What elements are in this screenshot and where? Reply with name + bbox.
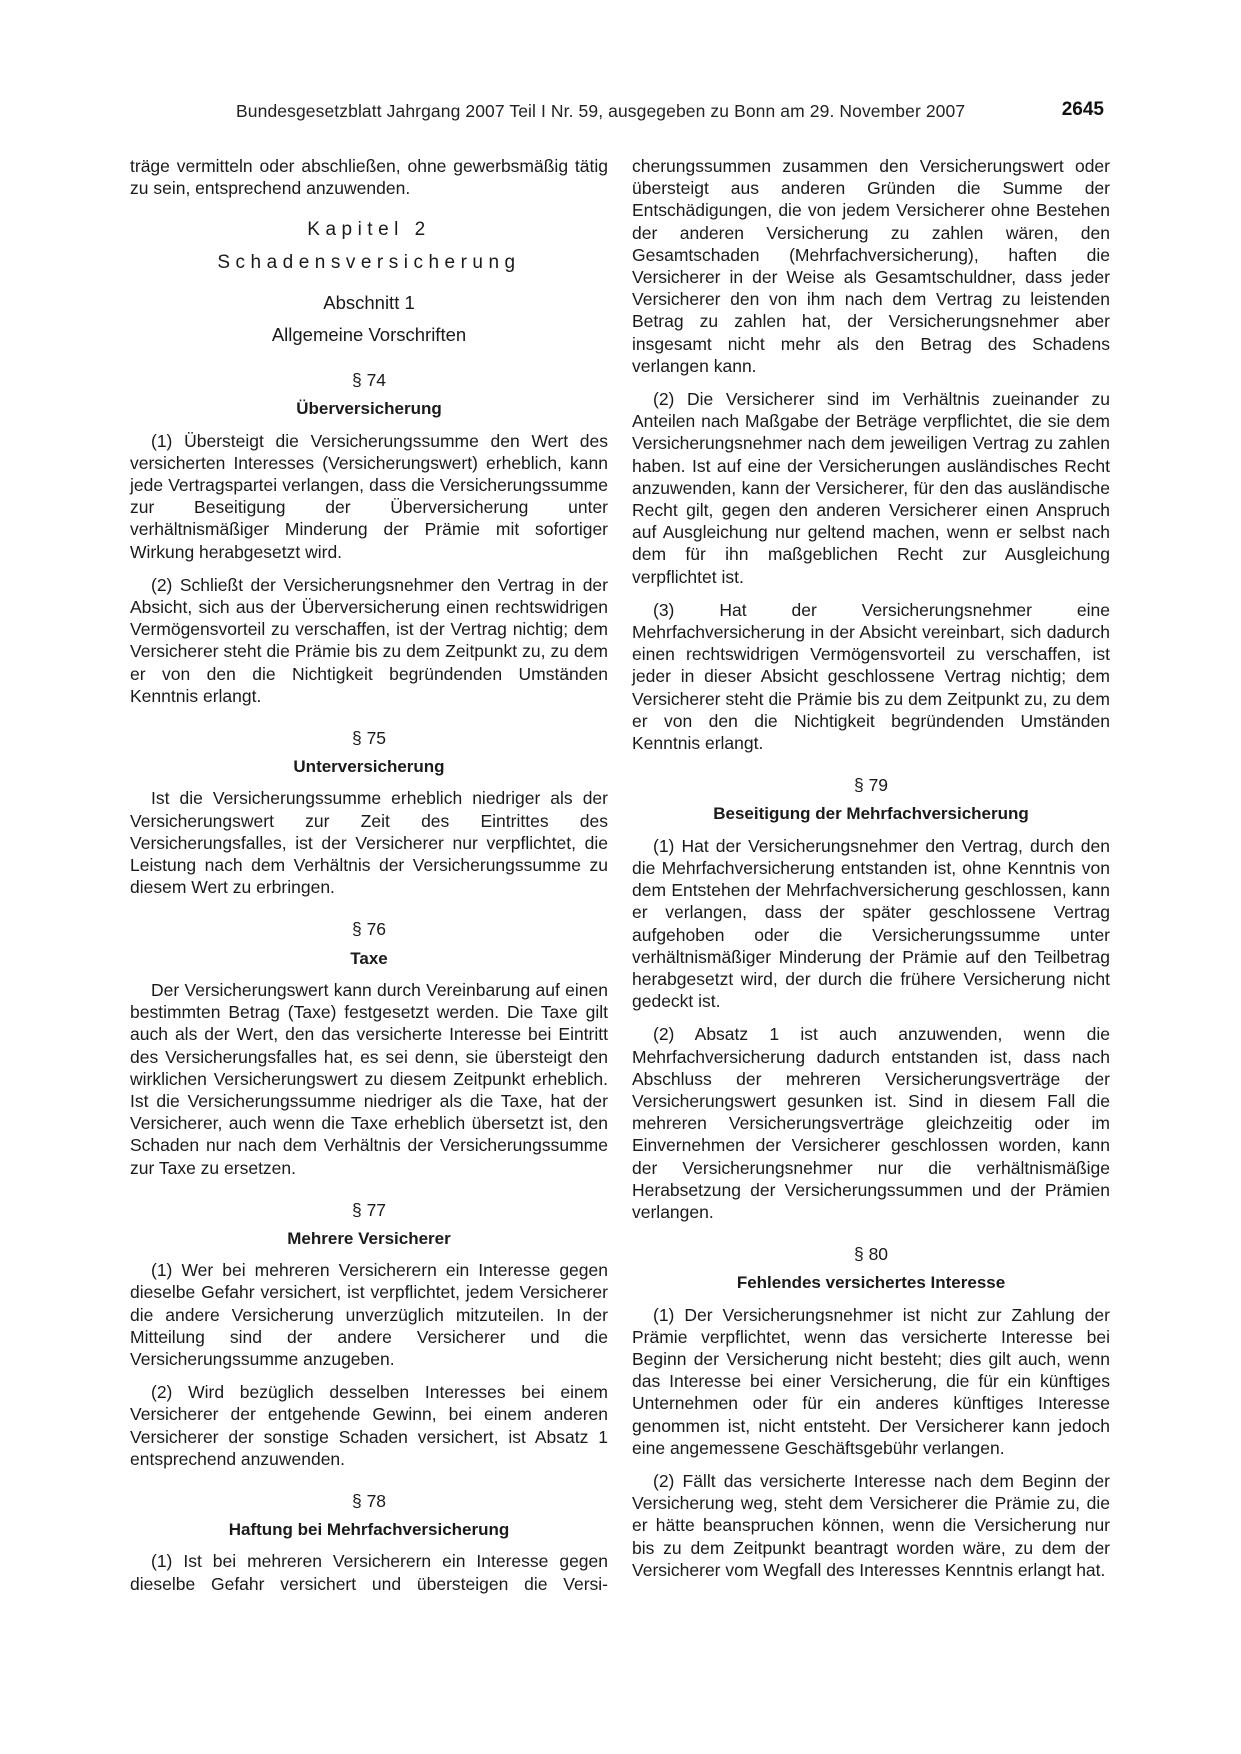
header-text: Bundesgesetzblatt Jahrgang 2007 Teil I Nr. 59, ausgegeben zu Bonn am 29. November 2007 bbox=[236, 101, 966, 121]
paragraph-title: Beseitigung der Mehrfachversicherung bbox=[713, 804, 1029, 824]
paragraph-text: (2) Absatz 1 ist auch anzuwenden, wenn die Mehrfachversicherung dadurch entstanden ist, dass nach Abschluss der mehreren Versicherungsverträge der Versicherungswert gesunken ist. Sind in diesem Fall die mehreren Versicherungsverträge gleichzeitig oder im Einvernehmen der Versicherer geschlossen worden, kann der Versicherungsnehmer nur die verhältnismäßige Herabsetzung der Versicherungssummen und der Prämien verlangen. bbox=[632, 1024, 1110, 1222]
paragraph-text: (3) Hat der Versicherungsnehmer eine Mehrfachversicherung in der Absicht vereinbart, sich dadurch einen rechtswidrigen Vermögensvorteil zu verschaffen, ist jeder in dieser Absicht geschlossene Vertrag nichtig; dem Versicherer steht die Prämie bis zu dem Zeitpunkt zu, zu dem er von den die Nichtigkeit begründenden Umständen Kenntnis erlangt. bbox=[632, 599, 1110, 754]
paragraph-text: (1) Der Versicherungsnehmer ist nicht zur Zahlung der Prämie verpflichtet, wenn das versicherte Interesse bei Beginn der Versicherung nicht besteht; dies gilt auch, wenn das Interesse bei einer Versicherung, die für ein künftiges Unternehmen oder für ein anderes künftiges Interesse genommen ist, nicht entsteht. Der Versicherer kann jedoch eine angemessene Geschäftsgebühr verlangen. bbox=[632, 1304, 1110, 1458]
paragraph-74 bbox=[130, 369, 608, 707]
paragraph-number: § 74 bbox=[351, 370, 387, 391]
paragraph-title: Taxe bbox=[350, 948, 388, 968]
abschnitt-number: Abschnitt 1 bbox=[323, 291, 415, 313]
left-column bbox=[130, 155, 608, 1606]
paragraph-number: § 77 bbox=[351, 1199, 387, 1220]
paragraph-number: § 79 bbox=[853, 775, 889, 796]
paragraph-text: (2) Wird bezüglich desselben Interesses bei einem Versicherer der entgehende Gewinn, bei einem anderen Versicherer der sonstige Schaden versichert, ist Absatz 1 entsprechend anzuwenden. bbox=[130, 1382, 608, 1469]
paragraph-number: § 75 bbox=[351, 728, 387, 749]
paragraph-text: (2) Fällt das versicherte Interesse nach dem Beginn der Versicherung weg, steht dem Versicherer die Prämie zu, die er hätte beanspruchen können, wenn die Versicherung nur bis zu dem Zeitpunkt beantragt worden wäre, zu dem der Versicherer vom Wegfall des Interesses Kenntnis erlangt hat. bbox=[632, 1470, 1110, 1580]
page-header bbox=[236, 101, 1104, 129]
paragraph-75 bbox=[130, 727, 608, 898]
paragraph-77 bbox=[130, 1199, 608, 1470]
right-column bbox=[632, 155, 1110, 1592]
paragraph-text: (1) Hat der Versicherungsnehmer den Vertrag, durch den die Mehrfachversicherung entstanden ist, ohne Kenntnis von dem Entstehen der Mehrfachversicherung geschlossen, kann er verlangen, dass der später geschlossene Vertrag aufgehoben oder die Versicherungssumme unter verhältnismäßiger Minderung der Prämie auf den Teilbetrag herabgesetzt wird, der durch die frühere Versicherung nicht gedeckt ist. bbox=[632, 835, 1110, 1012]
paragraph-number: § 80 bbox=[853, 1244, 889, 1265]
chapter-number: Kapitel 2 bbox=[307, 219, 431, 241]
paragraph-79 bbox=[632, 774, 1110, 1223]
intro-paragraph: träge vermitteln oder abschließen, ohne gewerbsmäßig tätig zu sein, entsprechend anzuwenden. bbox=[130, 156, 608, 199]
paragraph-text: (1) Wer bei mehreren Versicherern ein Interesse gegen dieselbe Gefahr versichert, ist verpflichtet, jedem Versicherer die andere Versicherung unverzüglich mitzuteilen. In der Mitteilung sind der andere Versicherer und die Versicherungssumme anzugeben. bbox=[130, 1260, 608, 1369]
paragraph-78-continued: cherungssummen zusammen den Versicherungswert oder übersteigt aus anderen Gründen die Summe der Entschädigungen, die von jedem Versicherer ohne Bestehen der anderen Versicherung zu zahlen wären, den Gesamtschaden (Mehrfachversicherung), haften die Versicherer in der Weise als Gesamtschuldner, dass jeder Versicherer den von ihm nach dem Vertrag zu leistenden Betrag zu zahlen hat, der Versicherungsnehmer aber insgesamt nicht mehr als den Betrag des Schadens verlangen kann. bbox=[632, 156, 1110, 376]
paragraph-80 bbox=[632, 1243, 1110, 1581]
paragraph-title: Mehrere Versicherer bbox=[287, 1228, 451, 1248]
paragraph-text: Ist die Versicherungssumme erheblich niedriger als der Versicherungswert zur Zeit des Eintrittes des Versicherungsfalles, ist der Versicherer nur verpflichtet, die Leistung nach dem Verhältnis der Versicherungssumme zu diesem Wert zu erbringen. bbox=[130, 788, 608, 898]
paragraph-title: Fehlendes versichertes Interesse bbox=[736, 1273, 1006, 1293]
paragraph-title: Überversicherung bbox=[296, 399, 442, 419]
paragraph-text: (1) Übersteigt die Versicherungssumme den Wert des versicherten Interesses (Versicherungswert) erheblich, kann jede Vertragspartei verlangen, dass die Versicherungssumme zur Beseitigung der Überversicherung unter verhältnismäßiger Minderung der Prämie mit sofortiger Wirkung herabgesetzt wird. bbox=[130, 430, 608, 562]
paragraph-78 bbox=[130, 1490, 608, 1595]
paragraph-number: § 76 bbox=[351, 919, 387, 940]
abschnitt-title: Allgemeine Vorschriften bbox=[271, 324, 467, 346]
paragraph-76 bbox=[130, 918, 608, 1178]
paragraph-number: § 78 bbox=[351, 1490, 387, 1511]
chapter-title: Schadensversicherung bbox=[217, 251, 521, 273]
chapter-heading bbox=[130, 219, 608, 273]
paragraph-text: (2) Die Versicherer sind im Verhältnis zueinander zu Anteilen nach Maßgabe der Beträge verpflichtet, die sie dem Versicherungsnehmer nach dem jeweiligen Vertrag zu zahlen haben. Ist auf eine der Versicherungen ausländisches Recht anzuwenden, kann der Versicherer, für den das ausländische Recht gilt, gegen den anderen Versicherer einen Anspruch auf Ausgleichung nur geltend machen, wenn er selbst nach dem für ihn maßgeblichen Recht zur Ausgleichung verpflichtet ist. bbox=[632, 389, 1110, 587]
paragraph-title: Unterversicherung bbox=[293, 757, 445, 777]
paragraph-text: (2) Schließt der Versicherungsnehmer den Vertrag in der Absicht, sich aus der Überversicherung einen rechtswidrigen Vermögensvorteil zu verschaffen, ist der Vertrag nichtig; dem Versicherer steht die Prämie bis zu dem Zeitpunkt zu, zu dem er von den die Nichtigkeit begründenden Umständen Kenntnis erlangt. bbox=[130, 574, 608, 706]
paragraph-text: Der Versicherungswert kann durch Vereinbarung auf einen bestimmten Betrag (Taxe) festgesetzt werden. Die Taxe gilt auch als der Wert, den das versicherte Interesse bei Eintritt des Versicherungsfalles hat, es sei denn, sie übersteigt den wirklichen Versicherungswert zu diesem Zeitpunkt erheblich. Ist die Versicherungssumme niedriger als die Taxe, hat der Versicherer, auch wenn die Taxe erheblich übersetzt ist, den Schaden nur nach dem Verhältnis der Versicherungssumme zur Taxe zu ersetzen. bbox=[130, 979, 608, 1178]
paragraph-text: (1) Ist bei mehreren Versicherern ein Interesse gegen dieselbe Gefahr versichert und übersteigen die Versi- bbox=[130, 1551, 608, 1594]
paragraph-title: Haftung bei Mehrfachversicherung bbox=[228, 1520, 510, 1540]
section-heading bbox=[130, 292, 608, 346]
page-number: 2645 bbox=[1061, 99, 1104, 120]
